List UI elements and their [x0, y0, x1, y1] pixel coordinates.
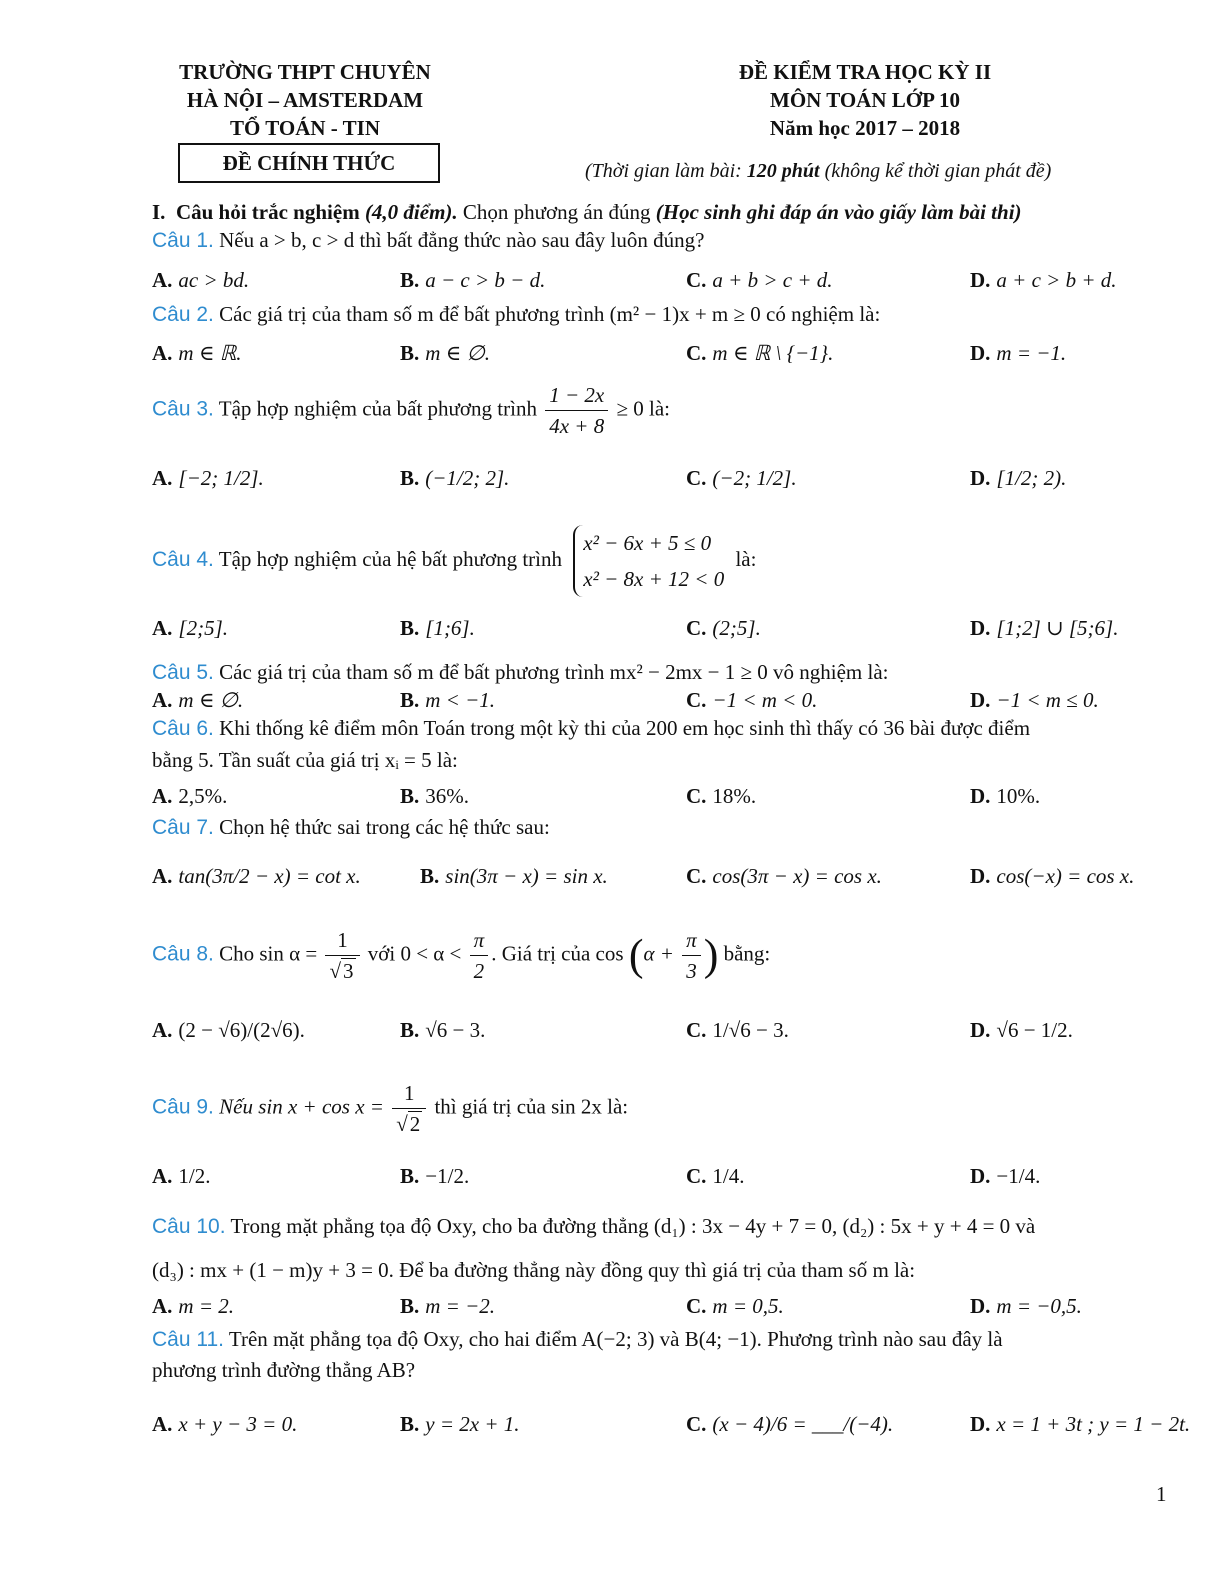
q2-option-a: A. m ∈ ℝ.: [152, 341, 242, 365]
q9-fraction: $\frac{1}{√2}$: [392, 1078, 426, 1139]
q6-option-c: C. 18%.: [686, 784, 757, 808]
q5-option-c: C. −1 < m < 0.: [686, 688, 818, 712]
q3-fraction: $\frac{1 - 2x}{4x + 8}$: [545, 380, 608, 441]
q7-option-a: A. tan(3π/2 − x) = cot x.: [152, 864, 361, 888]
q5-option-b: B. m < −1.: [400, 688, 496, 712]
exam-title: ĐỀ KIỂM TRA HỌC KỲ II: [738, 60, 992, 84]
q7-option-c: C. cos(3π − x) = cos x.: [686, 864, 882, 888]
q8-option-b: B. √6 − 3.: [400, 1018, 486, 1042]
question-2: Câu 2. Các giá trị của tham số m để bất phương trình (m² − 1)x + m ≥ 0 có nghiệm là:: [152, 302, 881, 326]
q3-option-a: A. [−2; 1/2].: [152, 466, 264, 490]
q8-fraction-sin: $\frac{1}{√3}$: [325, 925, 359, 986]
q3-option-c: C. (−2; 1/2].: [686, 466, 797, 490]
q11-option-d: D. x = 1 + 3t ; y = 1 − 2t.: [970, 1412, 1191, 1436]
q8-fraction-pi3: $\frac{\pi}{3}$: [682, 925, 701, 986]
q10-option-c: C. m = 0,5.: [686, 1294, 784, 1318]
q4-option-c: C. (2;5].: [686, 616, 761, 640]
q4-option-d: D. [1;2] ∪ [5;6].: [970, 616, 1119, 640]
school-line-1: TRƯỜNG THPT CHUYÊN: [179, 60, 431, 84]
q4-option-a: A. [2;5].: [152, 616, 229, 640]
q6-option-d: D. 10%.: [970, 784, 1041, 808]
q5-option-d: D. −1 < m ≤ 0.: [970, 688, 1099, 712]
q11-option-a: A. x + y − 3 = 0.: [152, 1412, 298, 1436]
q6-option-b: B. 36%.: [400, 784, 470, 808]
question-10: Câu 10. Trong mặt phẳng tọa độ Oxy, cho ba đường thẳng (d₁) : 3x − 4y + 7 = 0, (d₂) : 5x + y + 4 = 0 và: [152, 1214, 1036, 1238]
question-7: Câu 7. Chọn hệ thức sai trong các hệ thức sau:: [152, 815, 550, 839]
question-4: Câu 4. Tập hợp nghiệm của hệ bất phương trình x² − 6x + 5 ≤ 0 x² − 8x + 12 < 0 là:: [152, 525, 756, 597]
q2-option-d: D. m = −1.: [970, 341, 1067, 365]
school-line-2: HÀ NỘI – AMSTERDAM: [186, 88, 424, 112]
q9-option-d: D. −1/4.: [970, 1164, 1041, 1188]
q8-fraction-pi: $\frac{\pi}{2}$: [470, 925, 489, 986]
q2-option-b: B. m ∈ ∅.: [400, 341, 491, 365]
school-line-3: TỔ TOÁN - TIN: [230, 116, 380, 140]
question-6: Câu 6. Khi thống kê điểm môn Toán trong một kỳ thi của 200 em học sinh thì thấy có 36 bài được điểm: [152, 716, 1031, 740]
question-5: Câu 5. Các giá trị của tham số m để bất phương trình mx² − 2mx − 1 ≥ 0 vô nghiệm là:: [152, 660, 889, 684]
q9-option-a: A. 1/2.: [152, 1164, 211, 1188]
q8-option-d: D. √6 − 1/2.: [970, 1018, 1073, 1042]
page-number: 1: [1156, 1482, 1167, 1506]
official-exam-box: ĐỀ CHÍNH THỨC: [178, 143, 440, 183]
exam-time: (Thời gian làm bài: 120 phút (không kể thời gian phát đề): [585, 160, 1052, 182]
q2-option-c: C. m ∈ ℝ \ {−1}.: [686, 341, 834, 365]
q11-option-b: B. y = 2x + 1.: [400, 1412, 520, 1436]
q10-option-b: B. m = −2.: [400, 1294, 496, 1318]
q10-option-d: D. m = −0,5.: [970, 1294, 1082, 1318]
exam-header: [700, 58, 1030, 142]
q7-option-b: B. sin(3π − x) = sin x.: [420, 864, 608, 888]
q11-option-c: C. (x − 4)/6 = ___/(−4).: [686, 1412, 894, 1436]
q1-option-c: C. a + b > c + d.: [686, 268, 833, 292]
question-3: Câu 3. Tập hợp nghiệm của bất phương trình $\frac{1 - 2x}{4x + 8}$ ≥ 0 là:: [152, 380, 670, 441]
q8-option-a: A. (2 − √6)/(2√6).: [152, 1018, 305, 1042]
q1-option-d: D. a + c > b + d.: [970, 268, 1117, 292]
question-9: Câu 9. Nếu sin x + cos x = $\frac{1}{√2}$ thì giá trị của sin 2x là:: [152, 1078, 628, 1139]
question-6-line-2: bằng 5. Tần suất của giá trị xᵢ = 5 là:: [152, 748, 458, 772]
q9-option-b: B. −1/2.: [400, 1164, 470, 1188]
question-10-line-2: (d₃) : mx + (1 − m)y + 3 = 0. Để ba đường thẳng này đồng quy thì giá trị của tham số m là:: [152, 1258, 916, 1282]
q3-option-b: B. (−1/2; 2].: [400, 466, 510, 490]
q4-option-b: B. [1;6].: [400, 616, 475, 640]
exam-subject: MÔN TOÁN LỚP 10: [770, 88, 960, 112]
school-header: [150, 58, 460, 142]
q1-option-a: A. ac > bd.: [152, 268, 250, 292]
section-heading: I. Câu hỏi trắc nghiệm (4,0 điểm). Chọn phương án đúng (Học sinh ghi đáp án vào giấy làm bài thi): [152, 200, 1022, 224]
question-1: Câu 1. Nếu a > b, c > d thì bất đẳng thức nào sau đây luôn đúng?: [152, 228, 705, 252]
q7-option-d: D. cos(−x) = cos x.: [970, 864, 1135, 888]
question-8: Câu 8. Cho sin α = $\frac{1}{√3}$ với 0 < α < $\frac{\pi}{2}$ . Giá trị của cos (α + $\frac{\pi}{3}$ ) bằng:: [152, 925, 770, 986]
q10-option-a: A. m = 2.: [152, 1294, 235, 1318]
q6-option-a: A. 2,5%.: [152, 784, 228, 808]
q9-option-c: C. 1/4.: [686, 1164, 745, 1188]
q1-option-b: B. a − c > b − d.: [400, 268, 546, 292]
exam-year: Năm học 2017 – 2018: [769, 116, 961, 140]
question-11-line-2: phương trình đường thẳng AB?: [152, 1358, 416, 1382]
q5-option-a: A. m ∈ ∅.: [152, 688, 244, 712]
q3-option-d: D. [1/2; 2).: [970, 466, 1067, 490]
q8-option-c: C. 1/√6 − 3.: [686, 1018, 789, 1042]
question-11: Câu 11. Trên mặt phẳng tọa độ Oxy, cho hai điểm A(−2; 3) và B(4; −1). Phương trình nào sau đây là: [152, 1327, 1003, 1351]
q4-system: x² − 6x + 5 ≤ 0 x² − 8x + 12 < 0: [573, 525, 724, 597]
